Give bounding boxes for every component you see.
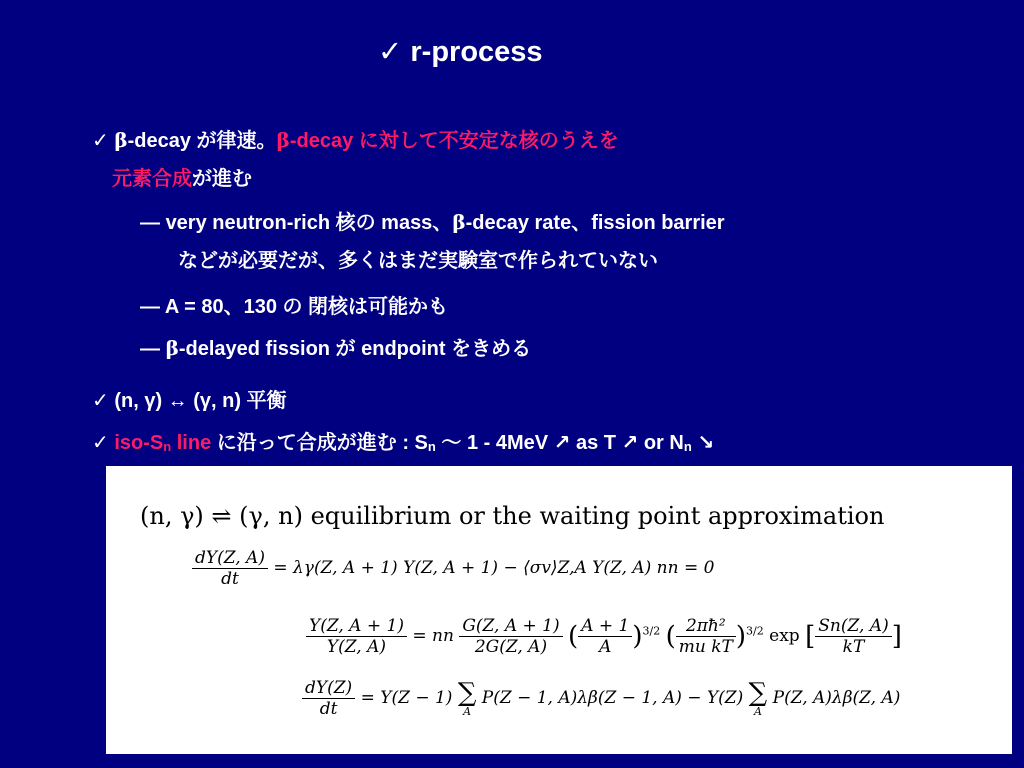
bullet-text-red: line bbox=[171, 432, 212, 454]
bullet-text-red: iso-S bbox=[114, 432, 164, 454]
equals-term: = nn bbox=[412, 626, 454, 646]
equation-term: = Y(Z − 1) bbox=[360, 688, 453, 708]
numerator: Y(Z, A + 1) bbox=[306, 616, 407, 637]
denominator: mu kT bbox=[678, 637, 733, 657]
bullet-text: 〜 1 - 4MeV ↗ as T ↗ or N bbox=[435, 432, 684, 454]
equation-rhs: = λγ(Z, A + 1) Y(Z, A + 1) − ⟨σv⟩Z,A Y(Z, A) nn = 0 bbox=[273, 558, 715, 578]
denominator: Y(Z, A) bbox=[326, 637, 387, 657]
formula-heading: (n, γ) ⇌ (γ, n) equilibrium or the waiting point approximation bbox=[140, 502, 885, 530]
denominator: A bbox=[599, 637, 612, 657]
sum-symbol: ∑ bbox=[748, 678, 768, 708]
dash-item-mass bbox=[140, 206, 725, 235]
formula-box bbox=[106, 466, 1012, 754]
numerator: A + 1 bbox=[578, 616, 632, 637]
bullet-beta-decay-cont bbox=[112, 162, 252, 191]
denominator: dt bbox=[221, 569, 239, 589]
exponent: 3/2 bbox=[642, 624, 661, 638]
dash-icon: — bbox=[140, 296, 160, 318]
check-icon: ✓ bbox=[92, 130, 109, 152]
title-text: r-process bbox=[410, 36, 543, 68]
bullet-text-red: -decay に対して不安定な核のうえを bbox=[289, 130, 619, 152]
dash-text: A = 80、130 の 閉核は可能かも bbox=[164, 296, 449, 318]
sum-operator bbox=[458, 680, 477, 717]
dash-text: -delayed fission が endpoint をきめる bbox=[178, 338, 532, 360]
subscript: n bbox=[427, 439, 436, 454]
sum-operator bbox=[749, 680, 768, 717]
subscript: n bbox=[163, 439, 172, 454]
fraction bbox=[815, 616, 891, 657]
bullet-text: に沿って合成が進む : S bbox=[211, 432, 428, 454]
numerator: dY(Z) bbox=[302, 678, 355, 699]
bullet-text-red: 元素合成 bbox=[112, 168, 192, 190]
bullet-text: (n, γ) ↔ (γ, n) 平衡 bbox=[114, 390, 287, 412]
bullet-iso-sn bbox=[92, 426, 714, 455]
numerator: G(Z, A + 1) bbox=[459, 616, 562, 637]
equation-2: $\frac{Y(Z, A + 1)}{Y(Z, A)}$ = nn $\frac{G(Z, A + 1)}{2G(Z, A)}$ ( $\frac{A + 1}{A}$ )$^{3/2}$ ( $\frac{\text{2πħ²}}{\text{mu kT}}$ )$^{3/2}$ exp [ $\frac{Sn(Z, A)}{kT}$ ] bbox=[306, 616, 902, 657]
exp-word: exp bbox=[769, 626, 800, 646]
denominator: 2G(Z, A) bbox=[474, 637, 548, 657]
numerator: dY(Z, A) bbox=[192, 548, 268, 569]
check-icon: ✓ bbox=[92, 432, 109, 454]
beta-symbol: β bbox=[165, 336, 179, 360]
dash-text: -decay rate、fission barrier bbox=[465, 212, 725, 234]
subscript: n bbox=[683, 439, 692, 454]
denominator: kT bbox=[842, 637, 865, 657]
fraction bbox=[306, 616, 407, 657]
slide-title bbox=[378, 34, 543, 69]
sum-limit: A bbox=[753, 705, 762, 718]
sum-symbol: ∑ bbox=[457, 678, 477, 708]
dash-icon: — bbox=[140, 338, 160, 360]
beta-symbol: β bbox=[114, 128, 128, 152]
dash-text: などが必要だが、多くはまだ実験室で作られていない bbox=[178, 250, 658, 272]
fraction bbox=[192, 548, 268, 589]
denominator: dt bbox=[319, 699, 338, 719]
fraction bbox=[459, 616, 562, 657]
bullet-text: -decay が律速。 bbox=[127, 130, 277, 152]
dash-item-mass-cont bbox=[178, 244, 658, 273]
dash-icon: — bbox=[140, 212, 160, 234]
numerator: Sn(Z, A) bbox=[815, 616, 891, 637]
numerator: 2πħ² bbox=[676, 616, 736, 637]
equation-term: P(Z − 1, A)λβ(Z − 1, A) − Y(Z) bbox=[481, 688, 744, 708]
fraction bbox=[302, 678, 355, 719]
exponent: 3/2 bbox=[746, 624, 764, 638]
check-icon: ✓ bbox=[378, 36, 403, 68]
check-icon: ✓ bbox=[92, 390, 109, 412]
bullet-text: が進む bbox=[192, 168, 252, 190]
beta-symbol: β bbox=[276, 128, 290, 152]
fraction bbox=[676, 616, 736, 657]
fraction bbox=[578, 616, 632, 657]
dash-item-closed-shell bbox=[140, 290, 448, 319]
equation-term: P(Z, A)λβ(Z, A) bbox=[772, 688, 901, 708]
bullet-equilibrium bbox=[92, 384, 287, 413]
dash-item-fission bbox=[140, 332, 531, 361]
equation-1 bbox=[192, 548, 714, 589]
bullet-text: ↘ bbox=[691, 432, 715, 454]
bullet-beta-decay bbox=[92, 124, 619, 153]
equation-3 bbox=[302, 678, 900, 719]
beta-symbol: β bbox=[452, 210, 466, 234]
dash-text: very neutron-rich 核の mass、 bbox=[165, 212, 453, 234]
sum-limit: A bbox=[463, 705, 472, 718]
